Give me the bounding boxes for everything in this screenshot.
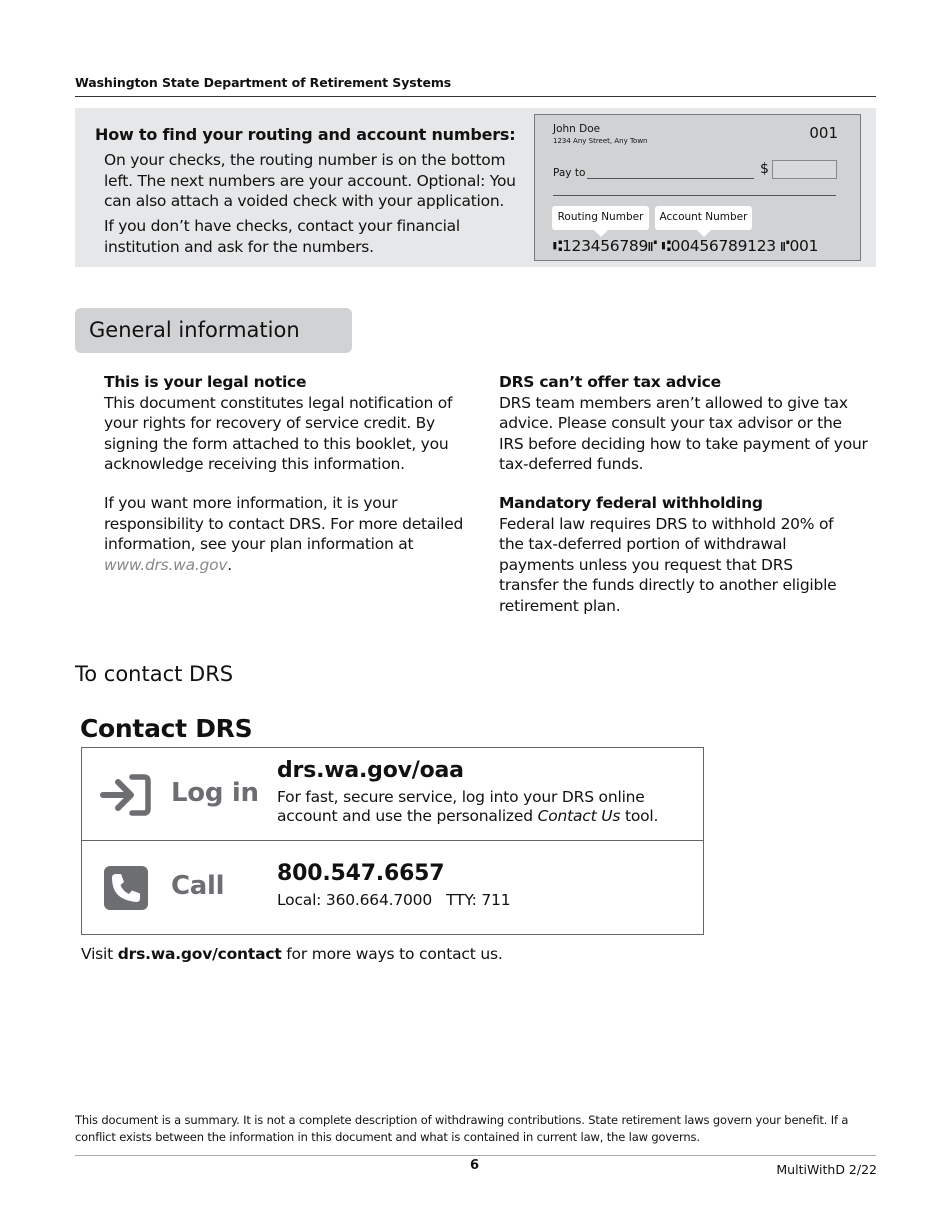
- withholding-heading: Mandatory federal withholding: [499, 494, 763, 512]
- org-name: Washington State Department of Retirement Systems: [75, 75, 452, 90]
- check-address: 1234 Any Street, Any Town: [553, 137, 648, 145]
- contact-row-call: [82, 841, 703, 934]
- phone-icon: [104, 866, 148, 910]
- section-title: General information: [89, 318, 300, 342]
- contact-title: Contact DRS: [80, 714, 253, 743]
- withholding-text: Federal law requires DRS to withhold 20% of the tax-deferred portion of withdrawal payments unless you request that DRS transfer the funds directly to another eligible retirement plan.: [499, 514, 837, 615]
- check-dollar-sign: $: [760, 161, 769, 177]
- footer-divider: [75, 1155, 876, 1156]
- local-tty-numbers: Local: 360.664.7000 TTY: 711: [277, 891, 511, 909]
- check-memo-line: [553, 195, 836, 196]
- drs-website-link[interactable]: www.drs.wa.gov: [104, 555, 228, 574]
- login-label: Log in: [171, 778, 259, 808]
- routing-info-paragraph: If you don’t have checks, contact your financial institution and ask for the numbers.: [104, 217, 460, 256]
- tax-advice-block: [499, 372, 869, 475]
- sample-check: [534, 114, 861, 261]
- check-pay-to-line: [587, 178, 754, 179]
- phone-number[interactable]: 800.547.6657: [277, 861, 445, 886]
- contact-section-heading: To contact DRS: [75, 662, 234, 686]
- login-url[interactable]: drs.wa.gov/oaa: [277, 758, 464, 783]
- contact-page-link[interactable]: drs.wa.gov/contact: [117, 945, 282, 963]
- more-info-block: [104, 493, 474, 575]
- legal-notice-text: This document constitutes legal notification of your rights for recovery of service credit. By signing the form attached to this booklet, you acknowledge receiving this information.: [104, 393, 453, 473]
- routing-number-callout: Routing Number: [552, 206, 649, 230]
- login-arrow-icon: [100, 772, 152, 818]
- page-number: 6: [470, 1158, 480, 1173]
- check-name: John Doe: [553, 123, 601, 135]
- check-amount-box: [772, 160, 837, 179]
- withholding-block: [499, 493, 844, 616]
- more-info-text: [104, 493, 474, 575]
- visit-contact-line: Visit drs.wa.gov/contact for more ways to contact us.: [81, 945, 503, 963]
- check-pay-to-label: Pay to: [553, 167, 586, 179]
- form-id: MultiWithD 2/22: [776, 1162, 877, 1177]
- more-info-period: .: [227, 555, 232, 574]
- disclaimer: This document is a summary. It is not a complete description of withdrawing contributions. State retirement laws govern your benefit. If a conflict exists between the information in this document and what is contained in current law, the law governs.: [75, 1113, 849, 1144]
- login-description: For fast, secure service, log into your DRS online account and use the personalized Contact Us tool.: [277, 788, 659, 825]
- routing-info-box: [75, 108, 876, 267]
- general-info-section-tab: [75, 308, 352, 353]
- routing-info-paragraph: On your checks, the routing number is on the bottom left. The next numbers are your account. Optional: You can also attach a voided check with your application.: [104, 151, 516, 210]
- call-label: Call: [171, 871, 225, 901]
- check-micr-line: ⑆123456789⑈ ⑆00456789123 ⑈001: [553, 237, 819, 255]
- contact-row-login: [82, 748, 703, 841]
- tax-advice-heading: DRS can’t offer tax advice: [499, 373, 721, 391]
- routing-info-title: How to find your routing and account numbers:: [95, 125, 516, 144]
- check-number: 001: [809, 124, 838, 142]
- account-number-callout: Account Number: [655, 206, 752, 230]
- page-header: [75, 72, 876, 97]
- legal-notice-heading: This is your legal notice: [104, 373, 307, 391]
- contact-box: [81, 747, 704, 935]
- legal-notice-block: [104, 372, 474, 475]
- tax-advice-text: DRS team members aren’t allowed to give tax advice. Please consult your tax advisor or the IRS before deciding how to take payment of your tax-deferred funds.: [499, 393, 868, 473]
- more-info-body: If you want more information, it is your responsibility to contact DRS. For more detailed information, see your plan information at: [104, 494, 464, 553]
